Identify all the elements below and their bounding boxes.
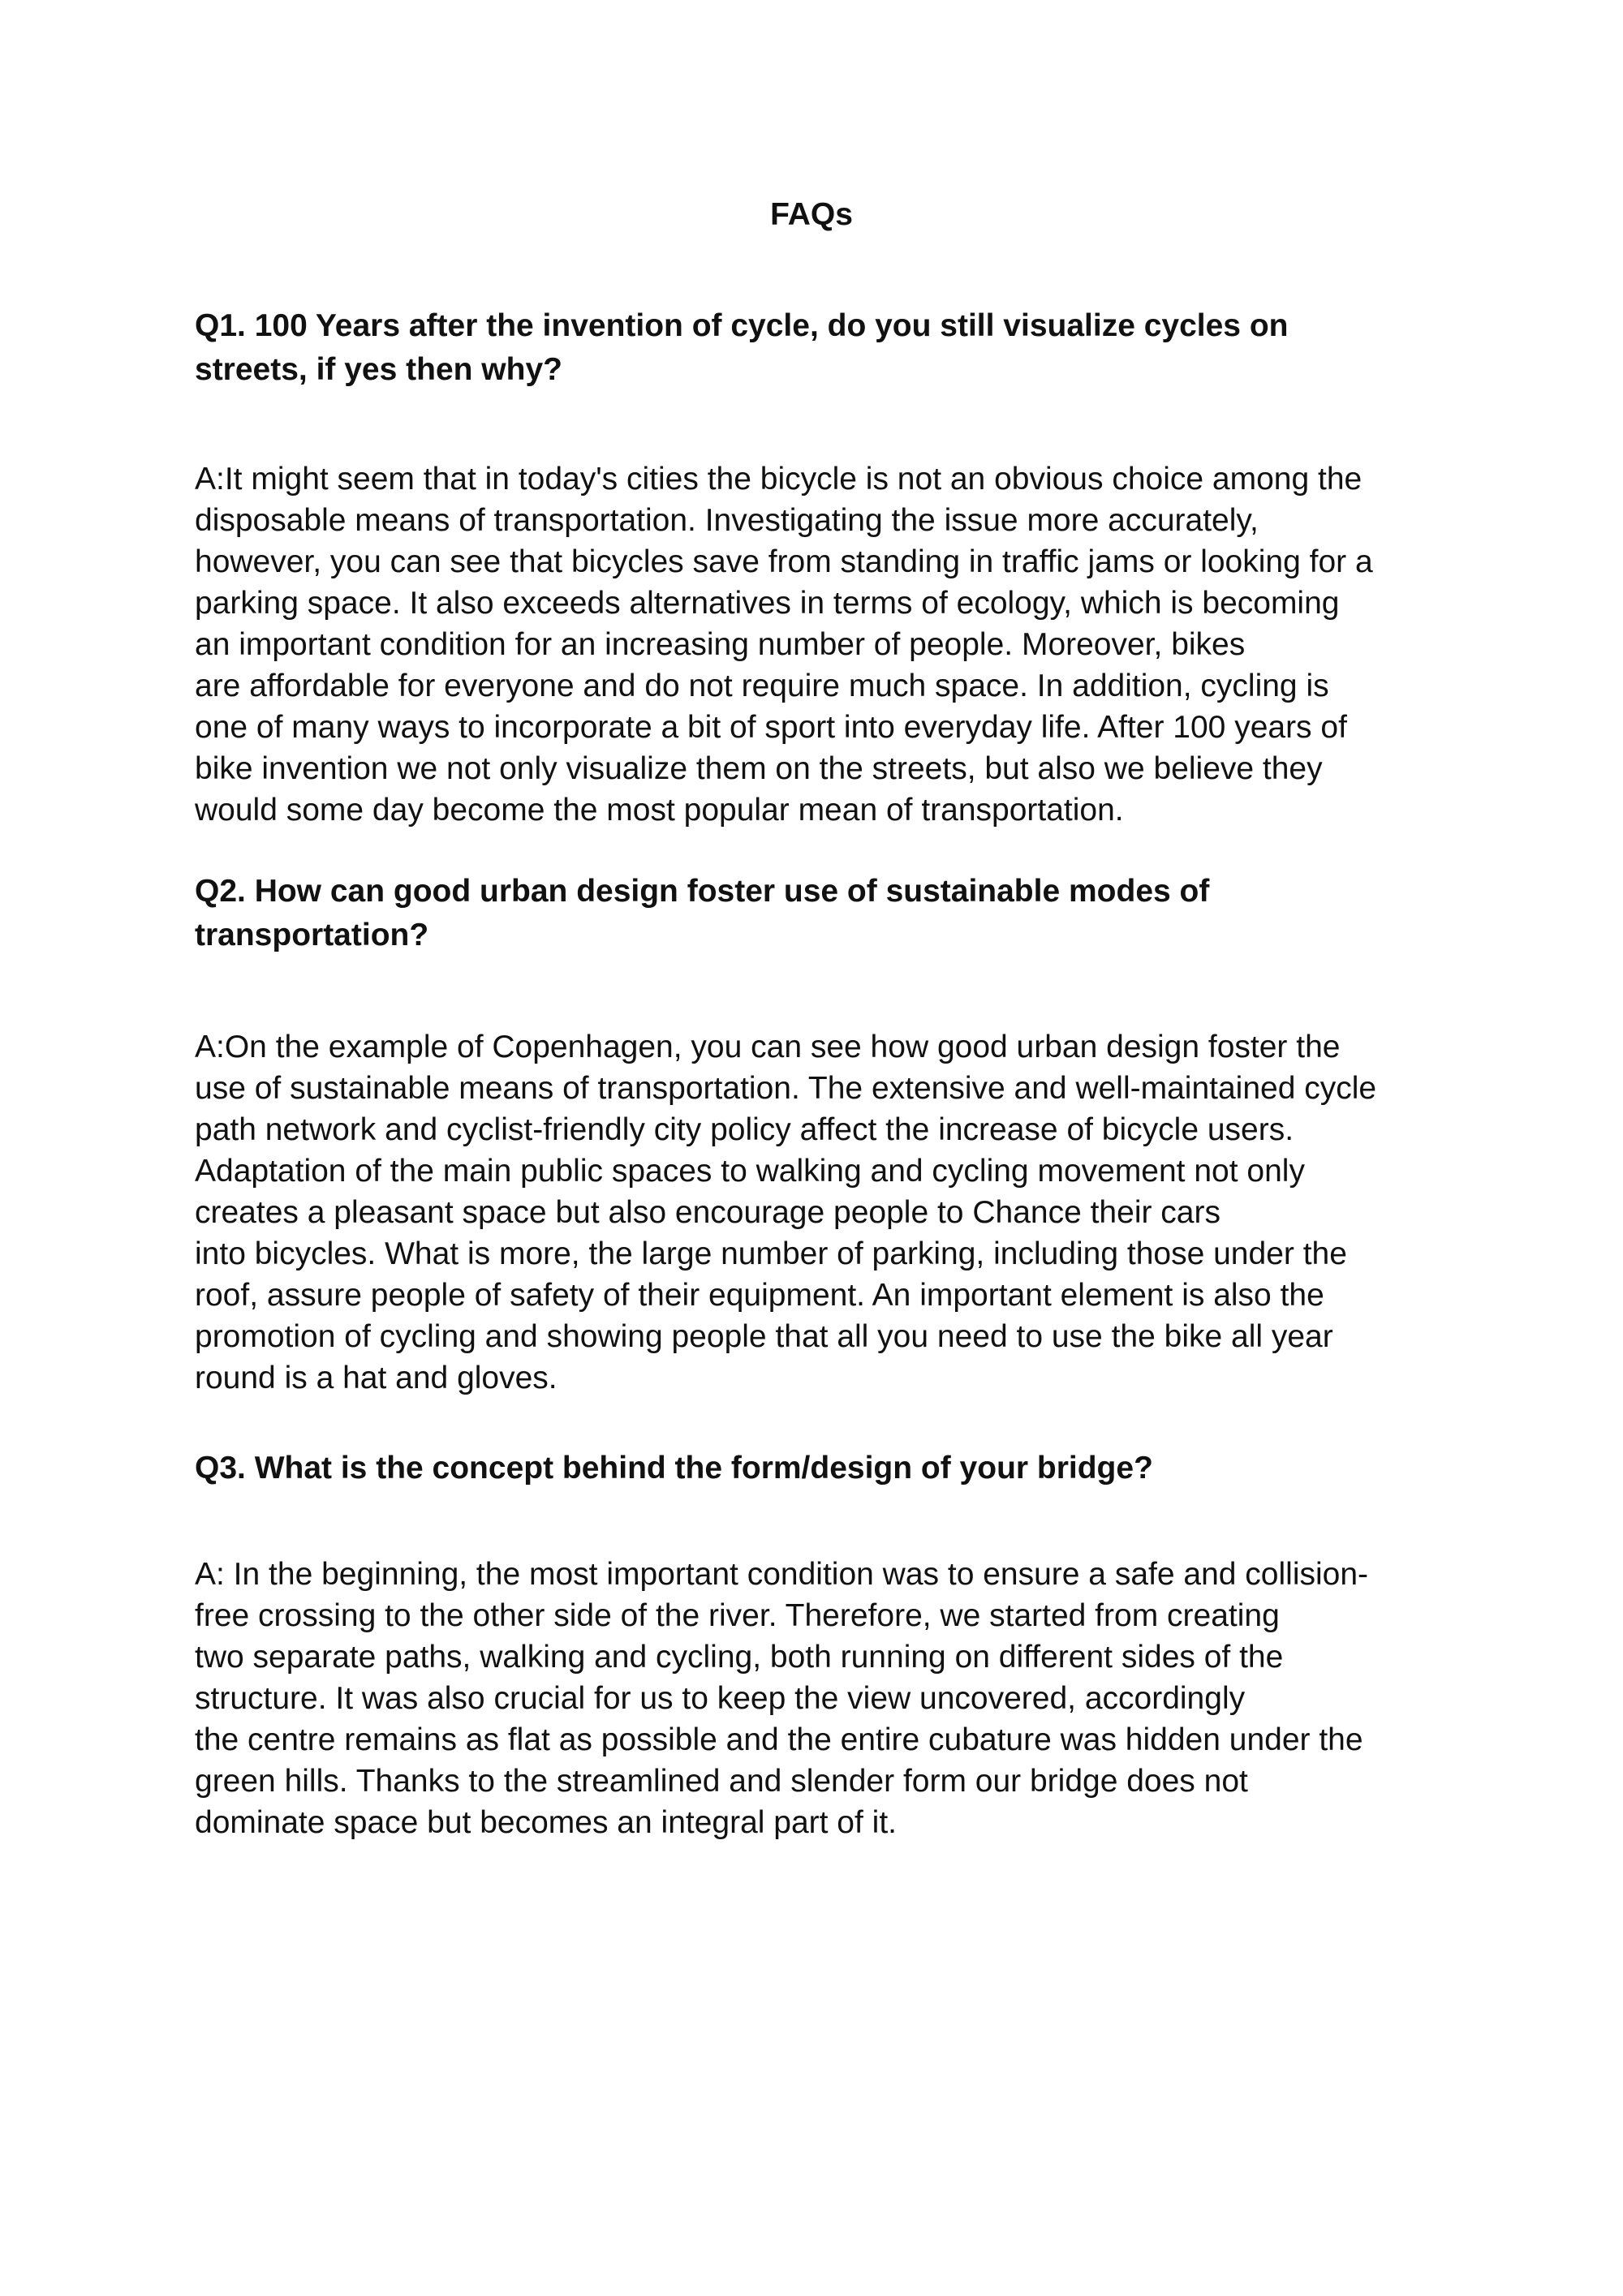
page-title: FAQs <box>770 197 853 232</box>
faq-answer-3: A: In the beginning, the most important condition was to ensure a safe and collision- free crossing to the other side of the river. Therefore, we started from creating two separate paths, walking and cycling, both running on different sides of the structure. It was also crucial for us to keep the view uncovered, accordingly the centre remains as flat as possible and the entire cubature was hidden under the green hills. Thanks to the streamlined and slender form our bridge does not dominate space but becomes an integral part of it. <box>195 1557 1369 1840</box>
faq-answer-1: A:It might seem that in today's cities the bicycle is not an obvious choice among the disposable means of transportation. Investigating the issue more accurately, however, you can see that bicycles save from standing in traffic jams or looking for a parking space. It also exceeds alternatives in terms of ecology, which is becoming an important condition for an increasing number of people. Moreover, bikes are affordable for everyone and do not require much space. In addition, cycling is one of many ways to incorporate a bit of sport into everyday life. After 100 years of bike invention we not only visualize them on the streets, but also we believe they would some day become the most popular mean of transportation. <box>195 462 1373 828</box>
faq-question-2: Q2. How can good urban design foster use of sustainable modes of transportation? <box>195 874 1210 952</box>
faq-answer-2: A:On the example of Copenhagen, you can see how good urban design foster the use of sustainable means of transportation. The extensive and well-maintained cycle path network and cyclist-friendly city policy affect the increase of bicycle users. Adaptation of the main public spaces to walking and cycling movement not only creates a pleasant space but also encourage people to Chance their cars into bicycles. What is more, the large number of parking, including those under the roof, assure people of safety of their equipment. An important element is also the promotion of cycling and showing people that all you need to use the bike all year round is a hat and gloves. <box>195 1030 1377 1395</box>
faq-question-1: Q1. 100 Years after the invention of cycle, do you still visualize cycles on streets, if yes then why? <box>195 308 1289 387</box>
faq-question-3: Q3. What is the concept behind the form/design of your bridge? <box>195 1451 1153 1486</box>
